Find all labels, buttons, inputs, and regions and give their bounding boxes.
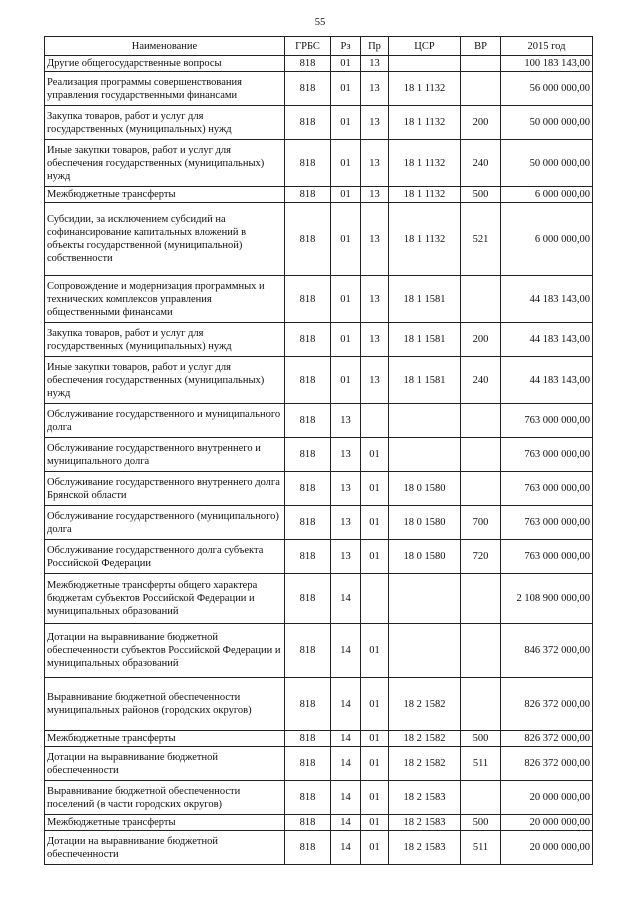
- table-row: [45, 678, 593, 731]
- row-pr: 13: [361, 357, 389, 404]
- row-csr: [389, 56, 461, 72]
- row-csr: 18 2 1582: [389, 747, 461, 781]
- row-vr: [461, 276, 501, 323]
- row-csr: 18 2 1583: [389, 831, 461, 865]
- row-pr: 01: [361, 506, 389, 540]
- header-csr: ЦСР: [389, 37, 461, 56]
- row-csr: 18 1 1132: [389, 140, 461, 187]
- row-vr: 500: [461, 815, 501, 831]
- row-amount: 2 108 900 000,00: [501, 574, 593, 624]
- table-row: [45, 438, 593, 472]
- row-csr: 18 2 1583: [389, 781, 461, 815]
- row-name: Иные закупки товаров, работ и услуг для обеспечения государственных (муниципальных) нужд: [45, 357, 285, 404]
- row-csr: 18 1 1132: [389, 106, 461, 140]
- table-row: [45, 574, 593, 624]
- row-csr: 18 1 1581: [389, 323, 461, 357]
- row-vr: 240: [461, 357, 501, 404]
- row-name: Иные закупки товаров, работ и услуг для обеспечения государственных (муниципальных) нужд: [45, 140, 285, 187]
- row-rz: 13: [331, 404, 361, 438]
- row-vr: [461, 781, 501, 815]
- row-grbs: 818: [285, 506, 331, 540]
- row-pr: 13: [361, 276, 389, 323]
- row-pr: 01: [361, 815, 389, 831]
- row-rz: 13: [331, 472, 361, 506]
- row-grbs: 818: [285, 815, 331, 831]
- budget-table: [44, 36, 593, 865]
- row-csr: 18 1 1581: [389, 276, 461, 323]
- table-row: [45, 187, 593, 203]
- row-name: Субсидии, за исключением субсидий на софинансирование капитальных вложений в объекты государственной (муниципальной) собственности: [45, 203, 285, 276]
- header-grbs: ГРБС: [285, 37, 331, 56]
- row-grbs: 818: [285, 203, 331, 276]
- row-pr: 13: [361, 106, 389, 140]
- row-name: Сопровождение и модернизация программных и технических комплексов управления общественными финансами: [45, 276, 285, 323]
- row-amount: 20 000 000,00: [501, 831, 593, 865]
- row-grbs: 818: [285, 624, 331, 678]
- table-row: [45, 106, 593, 140]
- row-amount: 763 000 000,00: [501, 506, 593, 540]
- row-amount: 44 183 143,00: [501, 276, 593, 323]
- row-csr: 18 1 1132: [389, 72, 461, 106]
- row-rz: 14: [331, 624, 361, 678]
- table-row: [45, 276, 593, 323]
- row-grbs: 818: [285, 781, 331, 815]
- table-row: [45, 323, 593, 357]
- row-name: Обслуживание государственного внутреннего и муниципального долга: [45, 438, 285, 472]
- header-vr: ВР: [461, 37, 501, 56]
- row-amount: 763 000 000,00: [501, 540, 593, 574]
- row-pr: 01: [361, 678, 389, 731]
- row-grbs: 818: [285, 678, 331, 731]
- row-vr: 511: [461, 831, 501, 865]
- row-rz: 13: [331, 540, 361, 574]
- row-pr: 01: [361, 540, 389, 574]
- row-name: Обслуживание государственного и муниципального долга: [45, 404, 285, 438]
- row-csr: [389, 438, 461, 472]
- row-vr: [461, 678, 501, 731]
- row-csr: [389, 624, 461, 678]
- table-row: [45, 72, 593, 106]
- row-vr: 240: [461, 140, 501, 187]
- row-name: Другие общегосударственные вопросы: [45, 56, 285, 72]
- row-amount: 6 000 000,00: [501, 203, 593, 276]
- row-grbs: 818: [285, 472, 331, 506]
- table-row: [45, 203, 593, 276]
- row-rz: 14: [331, 747, 361, 781]
- row-vr: 511: [461, 747, 501, 781]
- row-csr: 18 0 1580: [389, 472, 461, 506]
- row-amount: 20 000 000,00: [501, 815, 593, 831]
- table-row: [45, 506, 593, 540]
- row-csr: 18 2 1583: [389, 815, 461, 831]
- row-rz: 14: [331, 815, 361, 831]
- row-rz: 01: [331, 203, 361, 276]
- row-amount: 826 372 000,00: [501, 731, 593, 747]
- row-rz: 14: [331, 831, 361, 865]
- row-csr: 18 1 1132: [389, 203, 461, 276]
- row-name: Обслуживание государственного долга субъекта Российской Федерации: [45, 540, 285, 574]
- table-row: [45, 815, 593, 831]
- row-csr: [389, 404, 461, 438]
- table-row: [45, 624, 593, 678]
- row-pr: 13: [361, 140, 389, 187]
- row-grbs: 818: [285, 72, 331, 106]
- row-rz: 01: [331, 323, 361, 357]
- row-vr: 700: [461, 506, 501, 540]
- row-rz: 01: [331, 357, 361, 404]
- row-rz: 14: [331, 731, 361, 747]
- row-name: Выравнивание бюджетной обеспеченности поселений (в части городских округов): [45, 781, 285, 815]
- row-name: Межбюджетные трансферты: [45, 731, 285, 747]
- row-rz: 01: [331, 56, 361, 72]
- row-grbs: 818: [285, 187, 331, 203]
- row-grbs: 818: [285, 106, 331, 140]
- table-row: [45, 472, 593, 506]
- row-rz: 01: [331, 276, 361, 323]
- row-pr: 01: [361, 472, 389, 506]
- row-pr: [361, 404, 389, 438]
- header-pr: Пр: [361, 37, 389, 56]
- row-rz: 01: [331, 106, 361, 140]
- table-row: [45, 540, 593, 574]
- row-pr: 13: [361, 187, 389, 203]
- row-amount: 50 000 000,00: [501, 106, 593, 140]
- row-pr: 13: [361, 323, 389, 357]
- row-amount: 763 000 000,00: [501, 472, 593, 506]
- row-csr: 18 2 1582: [389, 731, 461, 747]
- row-name: Реализация программы совершенствования управления государственными финансами: [45, 72, 285, 106]
- row-vr: [461, 574, 501, 624]
- row-amount: 44 183 143,00: [501, 323, 593, 357]
- row-name: Выравнивание бюджетной обеспеченности муниципальных районов (городских округов): [45, 678, 285, 731]
- row-amount: 6 000 000,00: [501, 187, 593, 203]
- row-vr: 500: [461, 731, 501, 747]
- page-number: 55: [314, 17, 326, 28]
- row-amount: 20 000 000,00: [501, 781, 593, 815]
- row-pr: 01: [361, 624, 389, 678]
- row-grbs: 818: [285, 574, 331, 624]
- row-vr: 200: [461, 323, 501, 357]
- row-csr: 18 0 1580: [389, 540, 461, 574]
- row-name: Межбюджетные трансферты общего характера бюджетам субъектов Российской Федерации и муниципальных образований: [45, 574, 285, 624]
- row-pr: 01: [361, 438, 389, 472]
- row-amount: 44 183 143,00: [501, 357, 593, 404]
- table-row: [45, 781, 593, 815]
- row-rz: 01: [331, 72, 361, 106]
- table-header-row: [45, 37, 593, 56]
- row-vr: [461, 72, 501, 106]
- row-pr: 13: [361, 203, 389, 276]
- header-rz: Рз: [331, 37, 361, 56]
- table-row: [45, 747, 593, 781]
- row-grbs: 818: [285, 540, 331, 574]
- row-pr: 13: [361, 72, 389, 106]
- row-amount: 826 372 000,00: [501, 678, 593, 731]
- row-vr: 720: [461, 540, 501, 574]
- row-grbs: 818: [285, 357, 331, 404]
- row-grbs: 818: [285, 831, 331, 865]
- row-amount: 50 000 000,00: [501, 140, 593, 187]
- row-name: Дотации на выравнивание бюджетной обеспеченности субъектов Российской Федерации и муниципальных образований: [45, 624, 285, 678]
- row-csr: [389, 574, 461, 624]
- row-vr: [461, 438, 501, 472]
- row-pr: 13: [361, 56, 389, 72]
- row-grbs: 818: [285, 323, 331, 357]
- table-row: [45, 56, 593, 72]
- row-grbs: 818: [285, 747, 331, 781]
- row-rz: 14: [331, 574, 361, 624]
- row-vr: [461, 624, 501, 678]
- row-name: Закупка товаров, работ и услуг для государственных (муниципальных) нужд: [45, 323, 285, 357]
- row-pr: 01: [361, 831, 389, 865]
- row-vr: [461, 404, 501, 438]
- row-name: Обслуживание государственного внутреннего долга Брянской области: [45, 472, 285, 506]
- row-vr: 200: [461, 106, 501, 140]
- row-amount: 826 372 000,00: [501, 747, 593, 781]
- row-grbs: 818: [285, 276, 331, 323]
- row-grbs: 818: [285, 438, 331, 472]
- row-amount: 100 183 143,00: [501, 56, 593, 72]
- table-row: [45, 404, 593, 438]
- row-rz: 13: [331, 438, 361, 472]
- row-rz: 14: [331, 781, 361, 815]
- row-pr: 01: [361, 747, 389, 781]
- row-vr: [461, 472, 501, 506]
- row-amount: 846 372 000,00: [501, 624, 593, 678]
- row-amount: 56 000 000,00: [501, 72, 593, 106]
- row-pr: 01: [361, 781, 389, 815]
- row-grbs: 818: [285, 731, 331, 747]
- table-row: [45, 731, 593, 747]
- row-vr: 500: [461, 187, 501, 203]
- table-row: [45, 831, 593, 865]
- table-row: [45, 357, 593, 404]
- row-rz: 13: [331, 506, 361, 540]
- row-grbs: 818: [285, 56, 331, 72]
- row-rz: 01: [331, 187, 361, 203]
- row-csr: 18 1 1132: [389, 187, 461, 203]
- row-vr: 521: [461, 203, 501, 276]
- row-rz: 14: [331, 678, 361, 731]
- row-rz: 01: [331, 140, 361, 187]
- header-name: Наименование: [45, 37, 285, 56]
- table-row: [45, 140, 593, 187]
- row-pr: 01: [361, 731, 389, 747]
- row-name: Межбюджетные трансферты: [45, 187, 285, 203]
- row-vr: [461, 56, 501, 72]
- row-name: Дотации на выравнивание бюджетной обеспеченности: [45, 831, 285, 865]
- row-csr: 18 1 1581: [389, 357, 461, 404]
- header-year: 2015 год: [501, 37, 593, 56]
- row-name: Обслуживание государственного (муниципального) долга: [45, 506, 285, 540]
- row-grbs: 818: [285, 140, 331, 187]
- row-name: Межбюджетные трансферты: [45, 815, 285, 831]
- row-pr: [361, 574, 389, 624]
- row-grbs: 818: [285, 404, 331, 438]
- row-amount: 763 000 000,00: [501, 438, 593, 472]
- row-amount: 763 000 000,00: [501, 404, 593, 438]
- row-name: Закупка товаров, работ и услуг для государственных (муниципальных) нужд: [45, 106, 285, 140]
- row-csr: 18 0 1580: [389, 506, 461, 540]
- row-csr: 18 2 1582: [389, 678, 461, 731]
- row-name: Дотации на выравнивание бюджетной обеспеченности: [45, 747, 285, 781]
